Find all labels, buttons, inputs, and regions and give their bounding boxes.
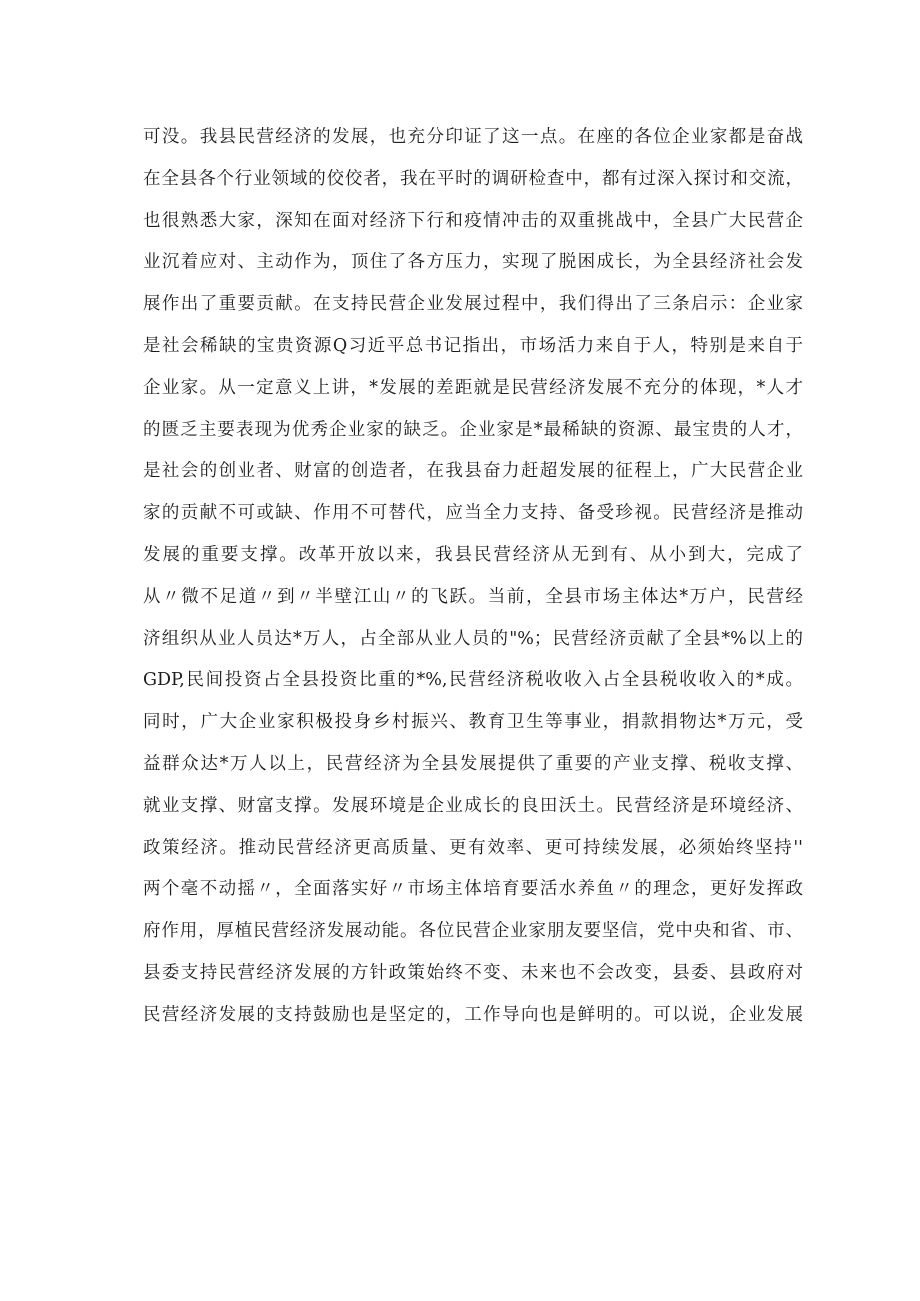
text-line: 益群众达*万人以上，民营经济为全县发展提供了重要的产业支撑、税收支撑、 <box>143 753 803 774</box>
text-line: 民营经济发展的支持鼓励也是坚定的，工作导向也是鲜明的。可以说，企业发展 <box>143 1004 803 1025</box>
text-line: 府作用，厚植民营经济发展动能。各位民营企业家朋友要坚信，党中央和省、市、 <box>143 921 803 942</box>
text-line: GDP,民间投资占全县投资比重的*%,民营经济税收收入占全县税收收入的*成。 <box>143 670 803 691</box>
text-line: 业沉着应对、主动作为，顶住了各方压力，实现了脱困成长，为全县经济社会发 <box>143 252 803 273</box>
text-line: 就业支撑、财富支撑。发展环境是企业成长的良田沃土。民营经济是环境经济、 <box>143 795 803 816</box>
text-line: 两个毫不动摇〃，全面落实好〃市场主体培育要活水养鱼〃的理念，更好发挥政 <box>143 879 803 900</box>
text-line: 发展的重要支撑。改革开放以来，我县民营经济从无到有、从小到大，完成了 <box>143 544 803 565</box>
text-line: 也很熟悉大家，深知在面对经济下行和疫情冲击的双重挑战中，全县广大民营企 <box>143 210 803 231</box>
text-line: 从〃微不足道〃到〃半壁江山〃的飞跃。当前，全县市场主体达*万户，民营经 <box>143 586 803 607</box>
text-line: 在全县各个行业领域的佼佼者，我在平时的调研检查中，都有过深入探讨和交流， <box>143 168 803 189</box>
text-line: 企业家。从一定意义上讲，*发展的差距就是民营经济发展不充分的体现，*人才 <box>143 377 803 398</box>
text-line: 是社会的创业者、财富的创造者，在我县奋力赶超发展的征程上，广大民营企业 <box>143 461 803 482</box>
text-line: 同时，广大企业家积极投身乡村振兴、教育卫生等事业，捐款捐物达*万元，受 <box>143 712 803 733</box>
text-line: 济组织从业人员达*万人，占全部从业人员的"%；民营经济贡献了全县*%以上的 <box>143 628 803 649</box>
text-line: 的匮乏主要表现为优秀企业家的缺乏。企业家是*最稀缺的资源、最宝贵的人才， <box>143 419 803 440</box>
text-line: 是社会稀缺的宝贵资源Q习近平总书记指出，市场活力来自于人，特别是来自于 <box>143 335 803 356</box>
text-line: 展作出了重要贡献。在支持民营企业发展过程中，我们得出了三条启示：企业家 <box>143 294 803 315</box>
text-line: 可没。我县民营经济的发展，也充分印证了这一点。在座的各位企业家都是奋战 <box>143 127 803 147</box>
body-text <box>143 117 803 1037</box>
text-line: 县委支持民营经济发展的方针政策始终不变、未来也不会改变，县委、县政府对 <box>143 962 803 983</box>
text-line: 政策经济。推动民营经济更高质量、更有效率、更可持续发展，必须始终坚持'' <box>143 837 803 858</box>
text-line: 家的贡献不可或缺、作用不可替代，应当全力支持、备受珍视。民营经济是推动 <box>143 503 803 524</box>
